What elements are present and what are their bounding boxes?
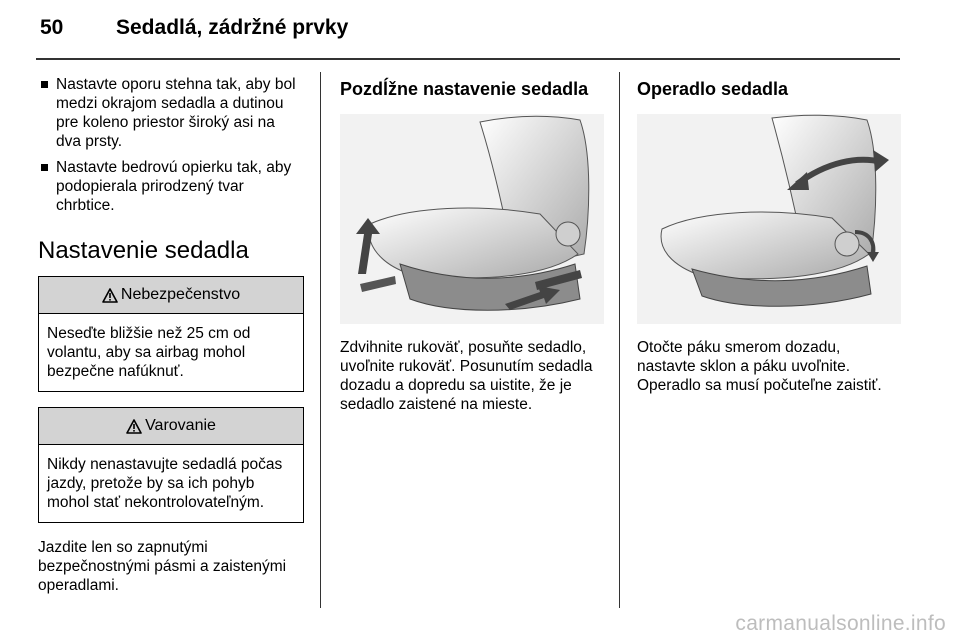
bullet-item <box>38 158 304 215</box>
column-divider-right <box>619 72 620 608</box>
page-header <box>40 16 348 40</box>
backrest-caption: Otočte páku smerom dozadu, nastavte sklon a páku uvoľnite. Operadlo sa musí počuteľne zaistiť. <box>637 339 882 394</box>
warning-box-text: Nikdy nenastavujte sedadlá počas jazdy, pretože by sa ich pohyb mohol stať nekontrolovateľným. <box>47 456 283 511</box>
seat-slide-illustration <box>340 114 604 324</box>
bullet-marker <box>41 81 48 88</box>
warning-box <box>38 407 304 523</box>
page-number: 50 <box>40 16 64 39</box>
bullet-text: Nastavte bedrovú opierku tak, aby podopierala prirodzený tvar chrbtice. <box>56 159 292 214</box>
bullet-text: Nastavte oporu stehna tak, aby bol medzi okrajom sedadla a dutinou pre koleno priestor široký asi na dva prsty. <box>56 76 296 150</box>
column-divider-left <box>320 72 321 608</box>
watermark: carmanualsonline.info <box>735 612 946 635</box>
column-3 <box>637 75 902 395</box>
danger-box-header <box>39 277 303 314</box>
column-1 <box>38 75 304 595</box>
section-title: Nastavenie sedadla <box>38 237 249 264</box>
backrest-image <box>637 114 901 324</box>
page-title: Sedadlá, zádržné prvky <box>116 16 349 39</box>
bullet-item <box>38 75 304 151</box>
bullet-marker <box>41 164 48 171</box>
closing-text: Jazdite len so zapnutými bezpečnostnými pásmi a zaistenými operadlami. <box>38 539 287 594</box>
danger-box-text: Neseďte bližšie než 25 cm od volantu, aby sa airbag mohol bezpečne nafúknuť. <box>47 325 251 380</box>
seat-slide-image <box>340 114 604 324</box>
column-2 <box>340 75 605 414</box>
warning-box-header <box>39 408 303 445</box>
backrest-illustration <box>637 114 901 324</box>
longitudinal-adjustment-title: Pozdĺžne nastavenie sedadla <box>340 79 589 99</box>
header-rule <box>36 58 900 60</box>
warning-triangle-icon <box>102 288 118 303</box>
danger-box <box>38 276 304 392</box>
longitudinal-adjustment-caption: Zdvihnite rukoväť, posuňte sedadlo, uvoľnite rukoväť. Posunutím sedadla dozadu a dopredu sa uistite, že je sedadlo zaistené na mieste. <box>340 339 593 413</box>
backrest-title: Operadlo sedadla <box>637 79 789 99</box>
warning-triangle-icon <box>126 419 142 434</box>
danger-box-title: Nebezpečenstvo <box>120 286 241 303</box>
warning-box-title: Varovanie <box>145 417 216 434</box>
